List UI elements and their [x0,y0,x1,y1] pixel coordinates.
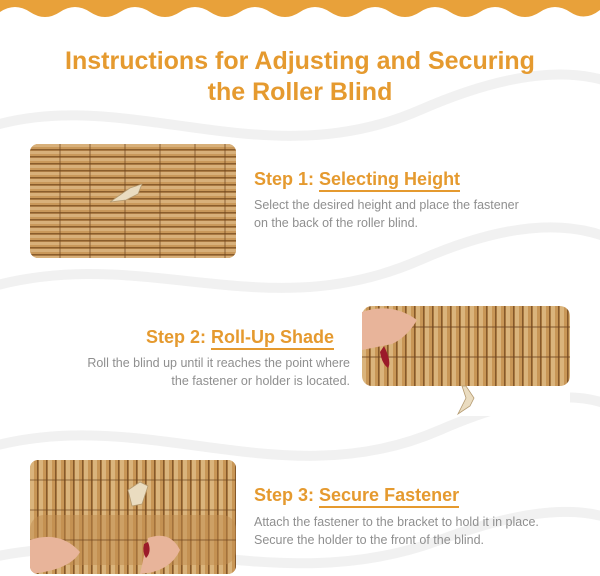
step3-desc-line2: Secure the holder to the front of the blind. [254,533,485,547]
step1-description [254,196,519,232]
step2-photo [362,302,570,416]
step3-desc-line1: Attach the fastener to the bracket to hold it in place. [254,515,539,529]
step1-desc-line2: on the back of the roller blind. [254,216,418,230]
step3-photo [30,460,236,574]
page-title-line1: Instructions for Adjusting and Securing [65,47,535,75]
step2-desc-line1: Roll the blind up until it reaches the point where [87,356,350,370]
step3-name: Secure Fastener [319,485,459,508]
step2-label: Step 2: [146,327,207,347]
step3-description [254,513,539,549]
step2-heading [146,326,334,348]
rolled-blind-image [362,302,570,416]
top-wavy-border [0,0,600,22]
step1-heading [254,168,460,190]
step3-heading [254,484,459,506]
step2-name: Roll-Up Shade [211,327,334,350]
step3-label: Step 3: [254,485,315,505]
step1-photo [30,144,236,258]
step1-desc-line1: Select the desired height and place the fastener [254,198,519,212]
bamboo-blind-image [30,144,236,258]
step1-label: Step 1: [254,169,315,189]
securing-blind-image [30,460,236,574]
page-title [0,46,600,108]
step2-description [60,354,350,390]
step2-desc-line2: the fastener or holder is located. [171,374,350,388]
page-title-line2: the Roller Blind [207,78,393,106]
step1-name: Selecting Height [319,169,460,192]
